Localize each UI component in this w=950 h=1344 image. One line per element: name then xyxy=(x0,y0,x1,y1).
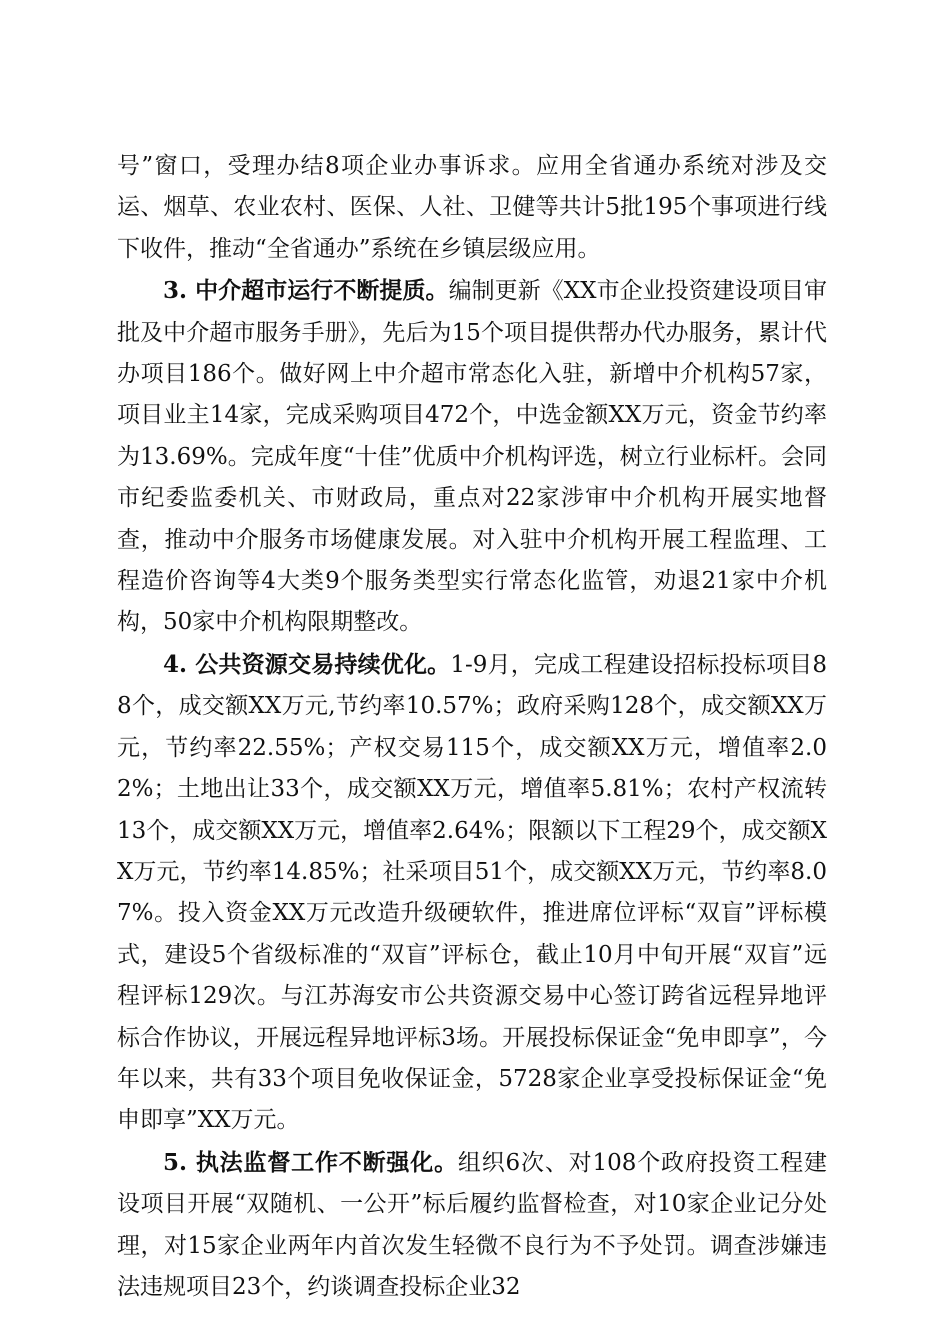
section-body-3: 编制更新《XX市企业投资建设项目审批及中介超市服务手册》，先后为15个项目提供帮办代办服务，累计代办项目186个。做好网上中介超市常态化入驻，新增中介机构57家，项目业主14家，完成采购项目472个，中选金额XX万元，资金节约率为13.69%。完成年度“十佳”优质中介机构评选，树立行业标杆。会同市纪委监委机关、市财政局，重点对22家涉审中介机构开展实地督查，推动中介服务市场健康发展。对入驻中介机构开展工程监理、工程造价咨询等4大类9个服务类型实行常态化监管，劝退21家中介机构，50家中介机构限期整改。 xyxy=(117,278,827,636)
section-paragraph-5 xyxy=(117,1142,827,1309)
section-heading-5: 5. 执法监督工作不断强化。 xyxy=(163,1148,458,1176)
section-body-5: 组织6次、对108个政府投资工程建设项目开展“双随机、一公开”标后履约监督检查，对10家企业记分处理，对15家企业两年内首次发生轻微不良行为不予处罚。调查涉嫌违法违规项目23个，约谈调查投标企业32 xyxy=(117,1149,827,1300)
section-heading-4: 4. 公共资源交易持续优化。 xyxy=(163,650,451,678)
continuation-paragraph: 号”窗口，受理办结8项企业办事诉求。应用全省通办系统对涉及交运、烟草、农业农村、医保、人社、卫健等共计5批195个事项进行线下收件，推动“全省通办”系统在乡镇层级应用。 xyxy=(117,153,827,262)
section-paragraph-3 xyxy=(117,270,827,644)
document-body xyxy=(117,146,827,1308)
section-heading-3: 3. 中介超市运行不断提质。 xyxy=(163,277,449,305)
section-body-4: 1-9月，完成工程建设招标投标项目88个，成交额XX万元,节约率10.57%；政府采购128个，成交额XX万元，节约率22.55%；产权交易115个，成交额XX万元，增值率2.02%；土地出让33个，成交额XX万元，增值率5.81%；农村产权流转13个，成交额XX万元，增值率2.64%；限额以下工程29个，成交额XX万元，节约率14.85%；社采项目51个，成交额XX万元，节约率8.07%。投入资金XX万元改造升级硬软件，推进席位评标“双盲”评标模式，建设5个省级标准的“双盲”评标仓，截止10月中旬开展“双盲”远程评标129次。与江苏海安市公共资源交易中心签订跨省远程异地评标合作协议，开展远程异地评标3场。开展投标保证金“免申即享”，今年以来，共有33个项目免收保证金，5728家企业享受投标保证金“免申即享”XX万元。 xyxy=(117,651,827,1134)
section-paragraph-4 xyxy=(117,644,827,1142)
